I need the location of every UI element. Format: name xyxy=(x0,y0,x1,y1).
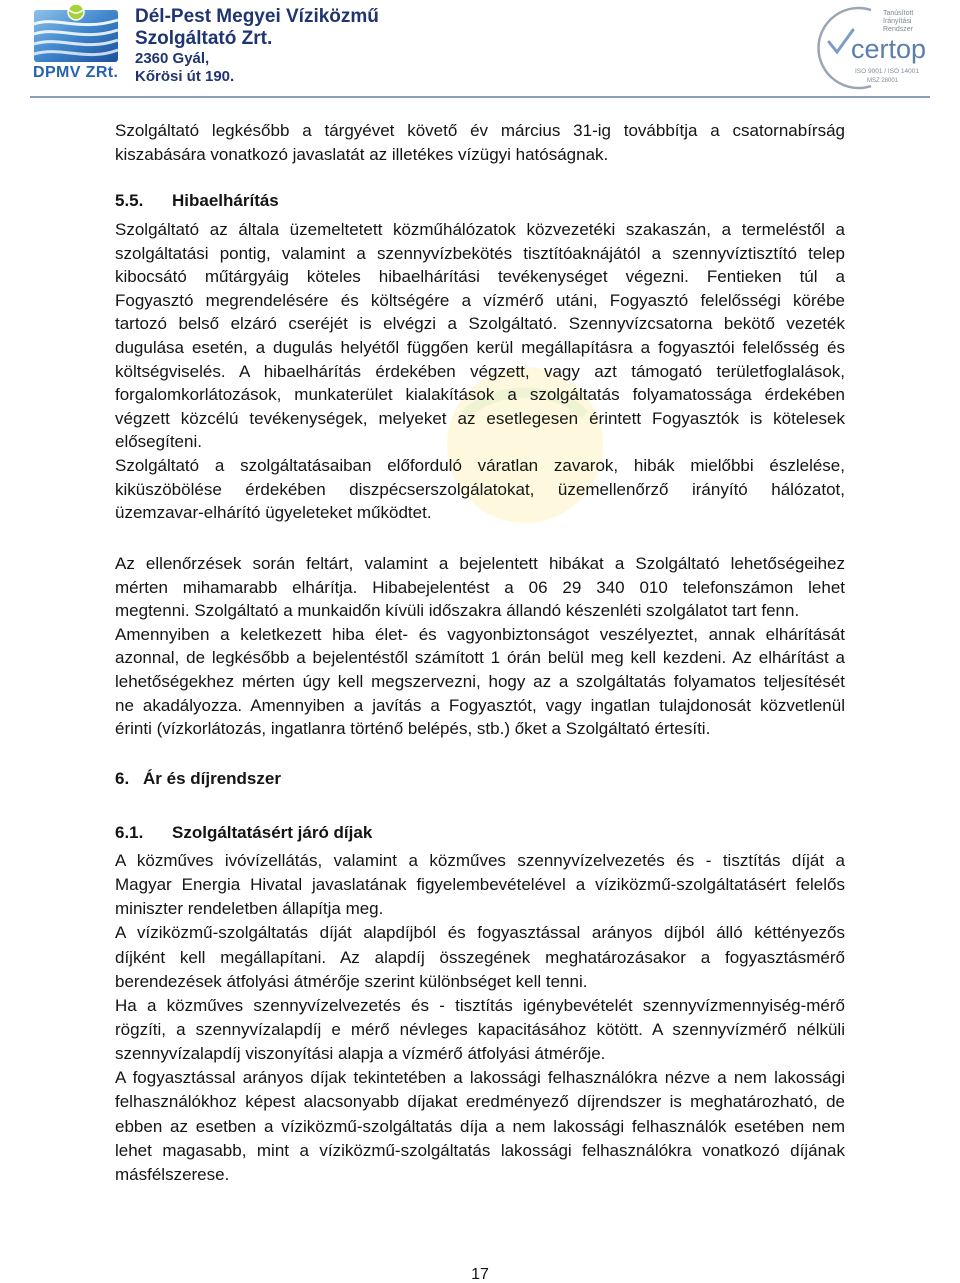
text-line: A fogyasztással arányos díjak tekintetében a lakossági felhasználókra nézve a nem lakossági xyxy=(115,1068,845,1088)
section-number: 5.5. xyxy=(115,191,144,210)
section-5-5-body xyxy=(115,218,845,525)
company-name-line-1: Dél-Pest Megyei Víziközmű xyxy=(135,6,379,27)
company-street: Kőrösi út 190. xyxy=(135,68,235,85)
section-heading-6 xyxy=(115,767,845,791)
text-line: forgalomkorlátozások, munkaterület kialakítások a szolgáltatás folyamatossága érdekében xyxy=(115,385,845,405)
text-line: lehet magasabb, mint a víziközmű-szolgáltatás lakossági felhasználókra vonatkozó díjának xyxy=(115,1140,845,1160)
certop-brand: certop xyxy=(851,34,927,64)
text-line: végzett közcélú tevékenységek, melyeket az esetlegesen érintett Fogyasztók is kötelesek xyxy=(115,408,845,428)
paragraph xyxy=(115,119,845,166)
paragraph xyxy=(115,218,845,454)
text-line: Ha a közműves szennyvízelvezetés és - tisztítás igénybevételét szennyvízmennyiség-mérő xyxy=(115,995,845,1015)
section-heading-6-1 xyxy=(115,821,845,845)
text-line: Az ellenőrzések során feltárt, valamint a bejelentett hibákat a Szolgáltató lehetőségeihez xyxy=(115,554,845,573)
text-line: azonnal, de legkésőbb a bejelentéstől számított 1 órán belül meg kell kezdeni. Az elhárítást a xyxy=(115,648,845,668)
text-line: Szolgáltató az általa üzemeltetett közműhálózatok közvezetéki szakaszán, a termeléstől a xyxy=(115,220,845,239)
section-heading-5-5 xyxy=(115,189,845,213)
text-line: miniszter rendeletben állapítja meg. xyxy=(115,899,384,919)
certop-caption-3: Rendszer xyxy=(883,26,913,33)
dpmv-logo-icon xyxy=(30,2,122,64)
paragraph xyxy=(115,849,845,921)
text-line: A víziközmű-szolgáltatás díját alapdíjból és fogyasztással arányos díjból álló kéttényezős xyxy=(115,923,845,943)
text-line: Amennyiben a keletkezett hiba élet- és vagyonbiztonságot veszélyeztet, annak elhárítását xyxy=(115,624,845,644)
intro-text xyxy=(115,119,845,166)
text-line: A közműves ivóvízellátás, valamint a közműves szennyvízelvezetés és - tisztítás díját a xyxy=(115,851,845,870)
text-line: kibocsátó műtárgyáig köteles hibaelhárítási tevékenységet végezni. Fentieken túl a xyxy=(115,267,845,287)
text-line: Szolgáltató a szolgáltatásaiban előforduló váratlan zavarok, hibák mielőbbi észlelése, xyxy=(115,455,845,475)
text-line: Szolgáltató legkésőbb a tárgyévet követő év március 31-ig továbbítja a csatornabírság xyxy=(115,121,845,140)
certop-caption-2: Irányítási xyxy=(883,18,912,25)
section-title: Ár és díjrendszer xyxy=(143,769,281,788)
section-title: Hibaelhárítás xyxy=(172,191,279,210)
text-line: kiküszöbölése érdekében diszpécserszolgálatokat, üzemellenőrző irányító hálózatot, xyxy=(115,479,845,499)
text-line: ne akadályozza. Amennyiben a javítás a Fogyasztót, vagy ingatlan tulajdonosát közvetlenül xyxy=(115,695,845,715)
text-line: elősegíteni. xyxy=(115,432,202,452)
text-line: üzemzavar-elhárító ügyeleteket működtet. xyxy=(115,503,432,523)
paragraph xyxy=(115,1066,845,1187)
text-line: díjként kell megállapítani. Az alapdíj összegének meghatározásakor a fogyasztásmérő xyxy=(115,947,845,967)
paragraph xyxy=(115,921,845,993)
text-line: tartozó belső elzáró cseréjét is elvégzi a Szolgáltató. Szennyvízcsatorna bekötő vezeték xyxy=(115,314,845,334)
section-number: 6.1. xyxy=(115,823,144,842)
text-line: szolgáltatási pontig, valamint a szennyvízbekötés tisztítóaknájától a szennyvíztisztító telep xyxy=(115,243,845,263)
section-6-1-body xyxy=(115,849,845,1187)
fault-reporting-body xyxy=(115,552,845,741)
text-line: ebben az esetben a víziközmű-szolgáltatás díja a nem lakossági felhasználók esetében nem xyxy=(115,1116,845,1136)
text-line: felhasználókhoz képest alacsonyabb díjakat eredményező díjrendszer is meghatározható, de xyxy=(115,1092,845,1112)
paragraph xyxy=(115,454,845,525)
text-line: rögzíti, a szennyvízalapdíj e mérő névleges kapacitásához kötött. A szennyvízmérő nélküli xyxy=(115,1019,845,1039)
text-line: berendezések átfolyási átmérője szerint különbséget kell tenni. xyxy=(115,971,588,991)
certop-caption-1: Tanúsított xyxy=(883,10,914,17)
paragraph xyxy=(115,623,845,741)
certop-logo-icon xyxy=(805,2,935,94)
text-line: megtenni. Szolgáltató a munkaidőn kívüli időszakra állandó készenléti szolgálatot tart fenn. xyxy=(115,601,800,621)
text-line: Magyar Energia Hivatal javaslatának figyelembevételével a víziközmű-szolgáltatásért felelős xyxy=(115,875,845,895)
header-divider xyxy=(30,96,930,98)
text-line: mérten mihamarabb elhárítja. Hibabejelentést a 06 29 340 010 telefonszámon lehet xyxy=(115,577,845,597)
text-line: Fogyasztó megrendelésére és költségére a vízmérő utáni, Fogyasztó felelősségi körébe xyxy=(115,290,845,310)
certop-standards-1: ISO 9001 / ISO 14001 xyxy=(855,68,919,75)
paragraph xyxy=(115,994,845,1066)
section-number: 6. xyxy=(115,769,130,788)
certop-standards-2: MSZ 28001 xyxy=(867,78,899,84)
text-line: költségviselés. A hibaelhárítás érdekében végzett, vagy azt támogató területfoglalások, xyxy=(115,361,845,381)
section-title: Szolgáltatásért járó díjak xyxy=(172,823,373,842)
text-line: kiszabására vonatkozó javaslatát az illetékes vízügyi hatóságnak. xyxy=(115,144,609,164)
paragraph xyxy=(115,552,845,623)
text-line: lehetőségekhez mérten úgy kell megszervezni, hogy az a szolgáltatás folyamatos teljesítését xyxy=(115,671,845,691)
page-number: 17 xyxy=(471,1266,489,1283)
text-line: érinti (vízkorlátozás, ingatlanra történő belépés, stb.) őket a Szolgáltató értesíti. xyxy=(115,719,711,739)
text-line: másfélszerese. xyxy=(115,1164,230,1184)
dpmv-logo-text: DPMV ZRt. xyxy=(33,64,119,81)
text-line: dugulása esetén, a dugulás helyétől függően kerül megállapításra a fogyasztói felelősség és xyxy=(115,337,845,357)
company-name-line-2: Szolgáltató Zrt. xyxy=(135,28,273,49)
company-city: 2360 Gyál, xyxy=(135,50,210,67)
company-address xyxy=(135,6,379,86)
text-line: szennyvízalapdíj viszonyítási alapja a vízmérő átfolyási átmérője. xyxy=(115,1044,606,1064)
